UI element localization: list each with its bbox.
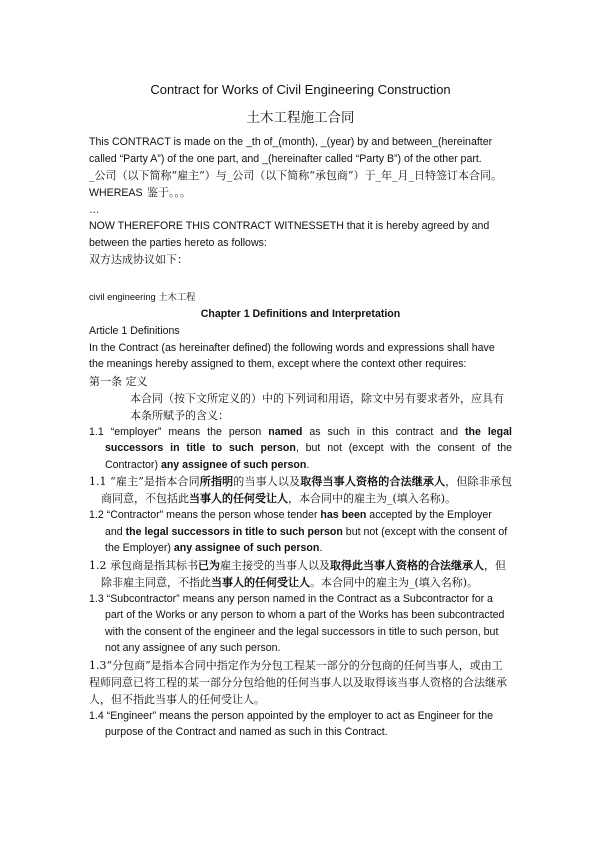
bold-segment: any assignee of such person	[173, 542, 320, 554]
text-segment: accepted by the Employer and	[105, 509, 492, 538]
text-segment: .	[319, 542, 323, 554]
definition-1-2-english	[89, 507, 512, 557]
text-segment: but not (except with the consent of the Employer)	[105, 525, 508, 554]
text-segment: ，本合同中的雇主为_(填入名称)。	[288, 492, 457, 505]
text-segment: 1.2 “Contractor” means the person whose tender	[89, 509, 321, 521]
article-body-chinese: 本合同（按下文所定义的）中的下列词和用语，除文中另有要求者外，应具有本条所赋予的含义：	[130, 391, 504, 422]
bold-segment: the legal successors in title to such person	[125, 525, 343, 538]
text-segment: 1.2 承包商是指其标书	[89, 558, 198, 572]
article-body-english: In the Contract (as hereinafter defined) the following words and expressions shall have the meanings hereby assigned to them, except where the context other requires:	[89, 341, 495, 370]
text-segment: ，但除非雇主同意，不指此	[101, 558, 506, 589]
bold-segment: 已为	[198, 558, 220, 572]
text-segment: , but not (except with the consent of the Contractor)	[105, 442, 512, 471]
article-heading-english: Article 1 Definitions	[89, 325, 180, 337]
bold-segment: 取得此当事人资格的合法继承人	[330, 558, 484, 572]
bold-segment: 当事人的任何受让人	[189, 492, 288, 505]
definition-1-4-english: 1.4 “Engineer” means the person appointed by the employer to act as Engineer for the purpose of the Contract and named as such in this Contract.	[89, 709, 493, 738]
article-heading-chinese: 第一条 定义	[89, 374, 148, 388]
bold-segment: has been	[320, 509, 367, 521]
definition-1-2-chinese	[89, 557, 512, 591]
bold-segment: 取得当事人资格的合法继承人	[300, 475, 446, 488]
text-segment: .	[306, 458, 310, 471]
text-segment: 雇主接受的当事人以及	[220, 558, 330, 572]
witnesseth-english: NOW THEREFORE THIS CONTRACT WITNESSETH that it is hereby agreed by and between the parties hereto as follows:	[89, 220, 490, 249]
text-segment: 1.1 “employer” means the person	[89, 425, 269, 438]
text-segment: ，但除非承包商同意，不包括此	[101, 475, 513, 505]
definition-1-3-chinese: 1.3“分包商”是指本合同中指定作为分包工程某一部分的分包商的任何当事人，或由工程师同意已将工程的某一部分分包给他的任何当事人以及取得该当事人资格的合法继承人，但不指此当事人的任何受让人。	[89, 658, 507, 706]
title-english: Contract for Works of Civil Engineering Construction	[150, 82, 451, 97]
intro-english: This CONTRACT is made on the _th of_(month), _(year) by and between_(hereinafter called “Party A”) of the one part, and _(hereinafter called “Party B”) of the other part.	[89, 136, 493, 165]
term-note: civil engineering 土木工程	[89, 292, 196, 302]
definition-1-1-english	[89, 424, 512, 474]
bold-segment: 所指明	[199, 475, 234, 488]
definition-1-1-chinese	[89, 473, 512, 507]
text-segment: as such in this contract and	[302, 425, 465, 438]
ellipsis-line: …	[89, 203, 100, 216]
text-segment: 。本合同中的雇主为_(填入名称)。	[310, 575, 479, 589]
bold-segment: the legal successors in title to such person	[105, 425, 512, 454]
definition-1-3-english: 1.3 “Subcontractor” means any person named in the Contract as a Subcontractor for a part of the Works or any person to whom a part of the Works has been subcontracted with the consent of the engineer and the legal successors in title to such person, but not any assignee of any such person.	[89, 592, 505, 654]
bold-segment: named	[268, 425, 303, 438]
text-segment: 的当事人以及	[233, 475, 301, 488]
intro-chinese: _公司（以下简称“雇主”）与_公司（以下简称“承包商”）于_年_月_日特签订本合同。	[89, 169, 502, 182]
bold-segment: 当事人的任何受让人	[211, 575, 310, 589]
chapter-title: Chapter 1 Definitions and Interpretation	[200, 308, 401, 320]
title-chinese: 土木工程施工合同	[246, 110, 355, 126]
whereas-line	[89, 184, 512, 202]
bold-segment: any assignee of such person	[160, 458, 307, 471]
text-segment: 1.1 “雇主”是指本合同	[89, 475, 200, 488]
witnesseth-chinese: 双方达成协议如下：	[89, 253, 188, 266]
whereas-english: WHEREAS	[89, 187, 143, 199]
whereas-chinese: 鉴于。。。	[147, 186, 191, 199]
